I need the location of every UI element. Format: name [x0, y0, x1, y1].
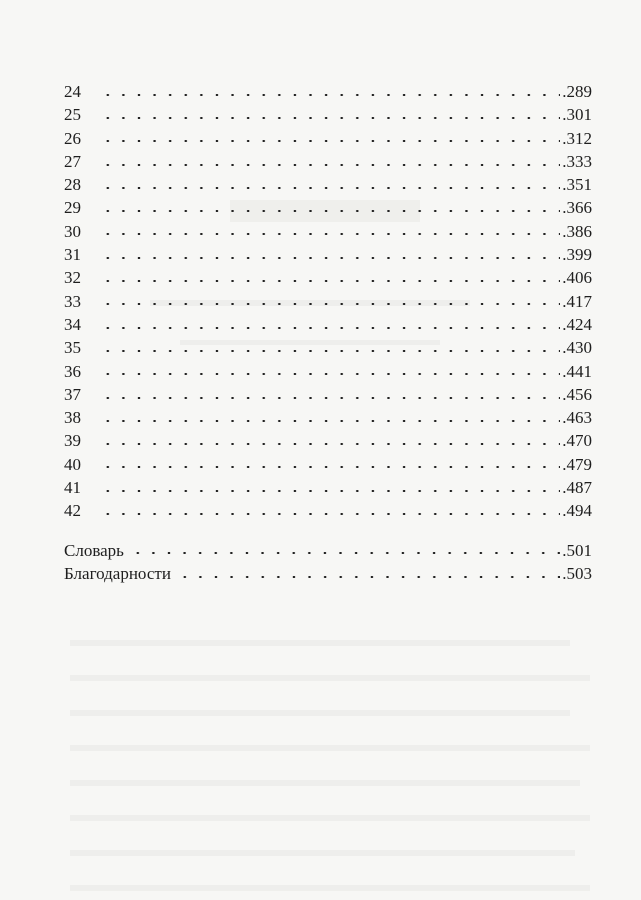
dot-leader [100, 513, 560, 515]
page-number: .417 [562, 291, 592, 311]
dot-leader [100, 94, 560, 96]
chapter-number: 30 [64, 221, 81, 241]
section-title: Словарь [64, 540, 124, 560]
chapter-number: 29 [64, 198, 81, 218]
chapter-number: 41 [64, 478, 81, 498]
page-number: .494 [562, 501, 592, 521]
page-number: .487 [562, 478, 592, 498]
chapter-number: 40 [64, 454, 81, 474]
page-number: .351 [562, 175, 592, 195]
page-number: .289 [562, 82, 592, 101]
toc-chapter-row [64, 290, 592, 313]
dot-leader [100, 490, 560, 492]
chapter-number: 25 [64, 105, 81, 125]
page-number: .441 [562, 361, 592, 381]
toc-appendix-row [64, 562, 592, 585]
page-number: .430 [562, 338, 592, 358]
dot-leader [100, 420, 560, 422]
dot-leader [100, 187, 560, 189]
toc-chapter-row [64, 429, 592, 452]
toc-chapter-row [64, 406, 592, 429]
page-number: .312 [562, 128, 592, 148]
toc-chapter-row [64, 453, 592, 476]
toc-chapter-row [64, 150, 592, 173]
toc-chapter-row [64, 103, 592, 126]
dot-leader [100, 233, 560, 235]
page-number: .503 [562, 563, 592, 583]
dot-leader [100, 373, 560, 375]
toc-chapter-row [64, 196, 592, 219]
chapter-number: 28 [64, 175, 81, 195]
chapter-number: 31 [64, 245, 81, 265]
toc-chapter-row [64, 127, 592, 150]
page-number: .399 [562, 245, 592, 265]
chapter-number: 39 [64, 431, 81, 451]
chapter-number: 32 [64, 268, 81, 288]
dot-leader [100, 117, 560, 119]
dot-leader [100, 466, 560, 468]
toc-chapter-row [64, 220, 592, 243]
page-number: .301 [562, 105, 592, 125]
toc-appendix-row [64, 539, 592, 562]
page-number: .424 [562, 314, 592, 334]
page-number: .479 [562, 454, 592, 474]
dot-leader [100, 210, 560, 212]
table-of-contents [64, 80, 592, 585]
chapter-number: 35 [64, 338, 81, 358]
chapter-number: 42 [64, 501, 81, 521]
chapter-number: 26 [64, 128, 81, 148]
page-number: .406 [562, 268, 592, 288]
chapter-number: 27 [64, 151, 81, 171]
toc-chapter-row [64, 336, 592, 359]
toc-chapter-row [64, 266, 592, 289]
dot-leader [100, 257, 560, 259]
dot-leader [100, 350, 560, 352]
section-title: Благодарности [64, 563, 171, 583]
dot-leader [100, 397, 560, 399]
page-number: .333 [562, 151, 592, 171]
dot-leader [100, 280, 560, 282]
chapter-number: 33 [64, 291, 81, 311]
toc-chapter-row [64, 243, 592, 266]
dot-leader [130, 552, 560, 554]
toc-chapter-row [64, 383, 592, 406]
dot-leader [100, 327, 560, 329]
page-number: .463 [562, 408, 592, 428]
dot-leader [100, 164, 560, 166]
toc-chapter-row [64, 313, 592, 336]
dot-leader [100, 140, 560, 142]
toc-chapter-row [64, 499, 592, 522]
toc-chapter-row [64, 360, 592, 383]
dot-leader [100, 303, 560, 305]
chapter-number: 38 [64, 408, 81, 428]
page-number: .470 [562, 431, 592, 451]
toc-chapter-row [64, 173, 592, 196]
page-number: .366 [562, 198, 592, 218]
dot-leader [100, 443, 560, 445]
page-number: .386 [562, 221, 592, 241]
chapter-number: 37 [64, 384, 81, 404]
toc-chapter-row [64, 80, 592, 103]
chapter-number: 36 [64, 361, 81, 381]
chapter-number: 24 [64, 82, 81, 101]
chapter-number: 34 [64, 314, 81, 334]
page-number: .456 [562, 384, 592, 404]
dot-leader [177, 576, 560, 578]
page-number: .501 [562, 540, 592, 560]
toc-chapter-row [64, 476, 592, 499]
